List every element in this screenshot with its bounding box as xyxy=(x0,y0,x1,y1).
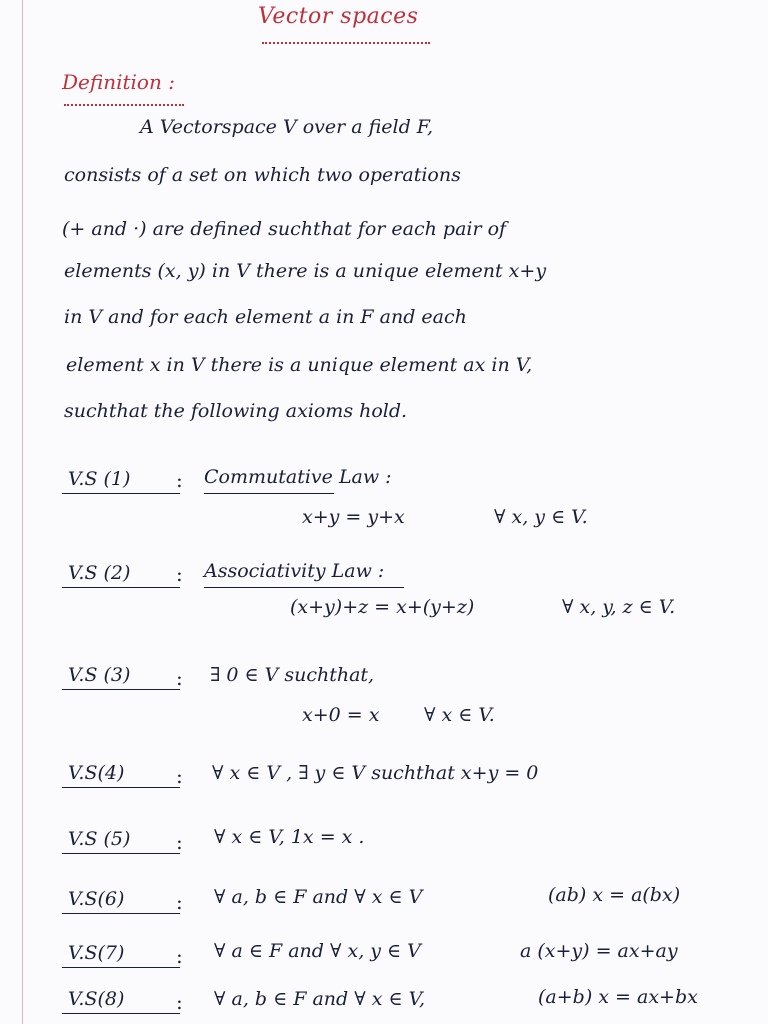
axiom-condition: ∀ x, y ∈ V. xyxy=(494,506,588,528)
axiom-label: V.S(6) xyxy=(68,888,125,910)
axiom-label-underline xyxy=(62,912,180,914)
axiom-label: V.S (3) xyxy=(68,664,131,686)
title-underline xyxy=(262,30,430,44)
axiom-name-underline xyxy=(204,586,404,588)
paragraph-line: (+ and ·) are defined suchthat for each pair of xyxy=(62,218,507,240)
axiom-formula: (x+y)+z = x+(y+z) xyxy=(290,596,475,618)
axiom-label-underline xyxy=(62,966,180,968)
axiom-colon: : xyxy=(176,990,183,1014)
axiom-colon: : xyxy=(176,764,183,788)
axiom-colon: : xyxy=(176,666,183,690)
paragraph-line: A Vectorspace V over a field F, xyxy=(140,116,434,138)
axiom-label-underline xyxy=(62,786,180,788)
axiom-condition: ∀ x ∈ V. xyxy=(424,704,495,726)
paragraph-line: consists of a set on which two operations xyxy=(64,164,461,186)
axiom-colon: : xyxy=(176,562,183,586)
paragraph-line: suchthat the following axioms hold. xyxy=(64,400,408,422)
paragraph-line: in V and for each element a in F and each xyxy=(64,306,467,328)
axiom-formula: (ab) x = a(bx) xyxy=(548,884,681,906)
axiom-label: V.S(8) xyxy=(68,988,125,1010)
axiom-name: Commutative Law : xyxy=(204,466,392,488)
axiom-label-underline xyxy=(62,852,180,854)
margin-line xyxy=(22,0,23,1024)
axiom-statement: ∀ x ∈ V , ∃ y ∈ V suchthat x+y = 0 xyxy=(212,762,539,784)
axiom-label: V.S (5) xyxy=(68,828,131,850)
axiom-label-underline xyxy=(62,492,180,494)
axiom-colon: : xyxy=(176,890,183,914)
definition-underline xyxy=(64,94,184,106)
axiom-formula: (a+b) x = ax+bx xyxy=(538,986,698,1008)
axiom-label-underline xyxy=(62,1012,180,1014)
axiom-name-underline xyxy=(204,492,334,494)
axiom-name: Associativity Law : xyxy=(204,560,385,582)
axiom-label: V.S(7) xyxy=(68,942,125,964)
axiom-formula: x+0 = x xyxy=(302,704,380,726)
axiom-statement: ∀ a, b ∈ F and ∀ x ∈ V xyxy=(214,886,423,908)
paragraph-line: element x in V there is a unique element ax in V, xyxy=(66,354,533,376)
axiom-colon: : xyxy=(176,944,183,968)
axiom-statement: ∀ a, b ∈ F and ∀ x ∈ V, xyxy=(214,988,426,1010)
axiom-condition: ∀ x, y, z ∈ V. xyxy=(562,596,676,618)
axiom-label: V.S (2) xyxy=(68,562,131,584)
paragraph-line: elements (x, y) in V there is a unique element x+y xyxy=(64,260,547,282)
axiom-label-underline xyxy=(62,688,180,690)
page-title: Vector spaces xyxy=(258,4,419,29)
axiom-label: V.S(4) xyxy=(68,762,125,784)
axiom-formula: x+y = y+x xyxy=(302,506,405,528)
axiom-statement: ∀ a ∈ F and ∀ x, y ∈ V xyxy=(214,940,421,962)
axiom-colon: : xyxy=(176,830,183,854)
axiom-formula: a (x+y) = ax+ay xyxy=(520,940,678,962)
axiom-label-underline xyxy=(62,586,180,588)
axiom-label: V.S (1) xyxy=(68,468,131,490)
definition-heading: Definition : xyxy=(62,70,175,94)
axiom-statement: ∀ x ∈ V, 1x = x . xyxy=(214,826,365,848)
axiom-statement: ∃ 0 ∈ V suchthat, xyxy=(210,664,375,686)
axiom-colon: : xyxy=(176,468,183,492)
